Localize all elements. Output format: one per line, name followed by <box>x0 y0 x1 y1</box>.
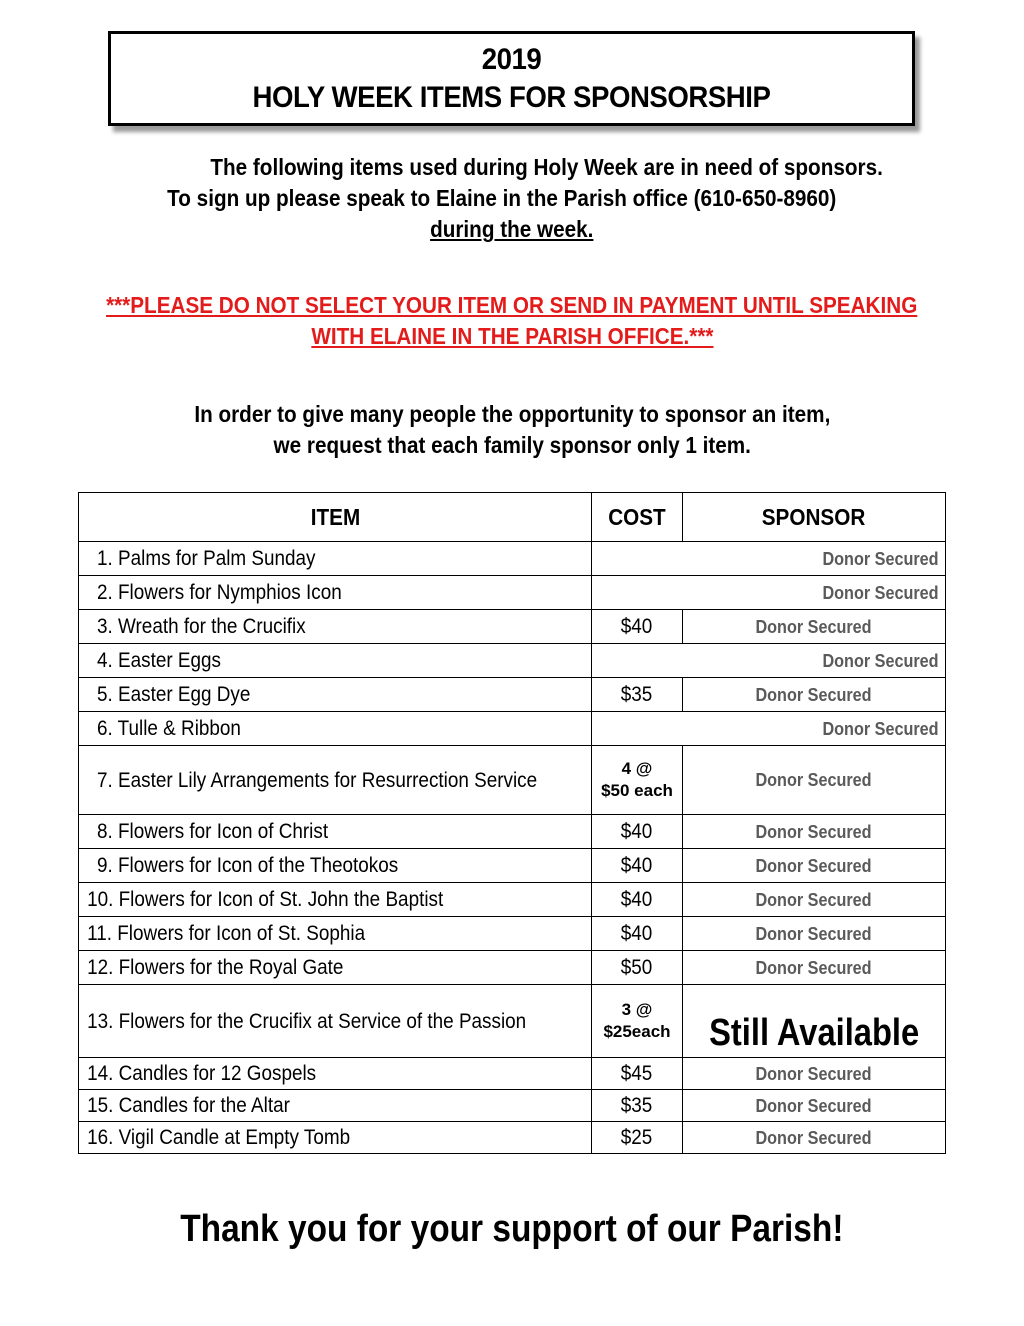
sponsor-cell: Donor Secured <box>683 1058 946 1090</box>
table-row <box>79 849 946 883</box>
table-row <box>79 678 946 712</box>
sponsor-cell: Donor Secured <box>592 644 946 678</box>
title-box <box>108 31 915 126</box>
item-cell: 12. Flowers for the Royal Gate <box>79 951 592 985</box>
sponsor-cell: Donor Secured <box>683 610 946 644</box>
cost-price: $25each <box>603 1022 671 1041</box>
request-line-2: we request that each family sponsor only 1 item. <box>273 432 751 458</box>
item-cell: 3. Wreath for the Crucifix <box>79 610 592 644</box>
sponsor-cell: Donor Secured <box>683 815 946 849</box>
table-row <box>79 1058 946 1090</box>
table-row <box>79 917 946 951</box>
table-row <box>79 883 946 917</box>
cost-cell: $35 <box>592 1090 683 1122</box>
item-cell: 2. Flowers for Nymphios Icon <box>79 576 592 610</box>
header-cost: COST <box>592 493 683 542</box>
sponsor-cell: Donor Secured <box>683 849 946 883</box>
cost-cell: $50 <box>592 951 683 985</box>
table-header-row <box>79 493 946 542</box>
sponsor-cell: Donor Secured <box>592 576 946 610</box>
item-cell: 1. Palms for Palm Sunday <box>79 542 592 576</box>
cost-cell: $40 <box>592 849 683 883</box>
item-cell: 15. Candles for the Altar <box>79 1090 592 1122</box>
table-row <box>79 1090 946 1122</box>
cost-cell <box>592 746 683 815</box>
item-cell: 9. Flowers for Icon of the Theotokos <box>79 849 592 883</box>
sponsor-cell: Donor Secured <box>683 1122 946 1154</box>
intro-line-1: The following items used during Holy Week are in need of sponsors. <box>210 154 884 180</box>
title-year: 2019 <box>481 42 542 76</box>
intro-paragraph <box>0 152 1024 245</box>
item-cell: 4. Easter Eggs <box>79 644 592 678</box>
table-row <box>79 951 946 985</box>
sponsor-cell: Donor Secured <box>683 917 946 951</box>
sponsor-cell: Donor Secured <box>592 542 946 576</box>
warning-line-1: ***PLEASE DO NOT SELECT YOUR ITEM OR SEND IN PAYMENT UNTIL SPEAKING <box>106 292 918 318</box>
table-row <box>79 746 946 815</box>
thank-you-message: Thank you for your support of our Parish! <box>180 1208 844 1250</box>
intro-line-2: To sign up please speak to Elaine in the Parish office (610-650-8960) <box>167 185 837 211</box>
table-row <box>79 542 946 576</box>
cost-quantity: 3 @ <box>621 1000 653 1019</box>
table-row <box>79 644 946 678</box>
request-paragraph <box>0 399 1024 461</box>
item-cell: 14. Candles for 12 Gospels <box>79 1058 592 1090</box>
table-row <box>79 610 946 644</box>
still-available-label: Still Available <box>708 1012 920 1054</box>
request-line-1: In order to give many people the opportunity to sponsor an item, <box>193 401 830 427</box>
sponsor-cell: Donor Secured <box>683 951 946 985</box>
sponsor-cell: Donor Secured <box>683 746 946 815</box>
cost-cell: $35 <box>592 678 683 712</box>
table-row <box>79 576 946 610</box>
header-item: ITEM <box>79 493 592 542</box>
item-cell: 10. Flowers for Icon of St. John the Baptist <box>79 883 592 917</box>
title-heading: HOLY WEEK ITEMS FOR SPONSORSHIP <box>252 80 771 114</box>
warning-notice <box>0 290 1024 352</box>
table-row <box>79 815 946 849</box>
cost-cell: $40 <box>592 610 683 644</box>
sponsor-cell <box>683 985 946 1058</box>
item-cell: 13. Flowers for the Crucifix at Service of the Passion <box>79 985 592 1058</box>
cost-cell: $45 <box>592 1058 683 1090</box>
warning-line-2: WITH ELAINE IN THE PARISH OFFICE.*** <box>310 323 714 349</box>
item-cell: 6. Tulle & Ribbon <box>79 712 592 746</box>
table-row <box>79 985 946 1058</box>
header-sponsor: SPONSOR <box>683 493 946 542</box>
cost-price: $50 each <box>601 781 673 800</box>
sponsor-cell: Donor Secured <box>683 1090 946 1122</box>
table-row <box>79 1122 946 1154</box>
sponsor-cell: Donor Secured <box>592 712 946 746</box>
cost-cell: $40 <box>592 917 683 951</box>
sponsor-cell: Donor Secured <box>683 678 946 712</box>
item-cell: 16. Vigil Candle at Empty Tomb <box>79 1122 592 1154</box>
sponsorship-table <box>78 492 946 1154</box>
intro-line-3: during the week. <box>430 216 594 242</box>
cost-cell: $40 <box>592 815 683 849</box>
cost-quantity: 4 @ <box>621 759 653 778</box>
item-cell: 5. Easter Egg Dye <box>79 678 592 712</box>
item-cell: 11. Flowers for Icon of St. Sophia <box>79 917 592 951</box>
item-cell: 7. Easter Lily Arrangements for Resurrection Service <box>79 746 592 815</box>
table-row <box>79 712 946 746</box>
sponsor-cell: Donor Secured <box>683 883 946 917</box>
cost-cell <box>592 985 683 1058</box>
item-cell: 8. Flowers for Icon of Christ <box>79 815 592 849</box>
cost-cell: $25 <box>592 1122 683 1154</box>
cost-cell: $40 <box>592 883 683 917</box>
